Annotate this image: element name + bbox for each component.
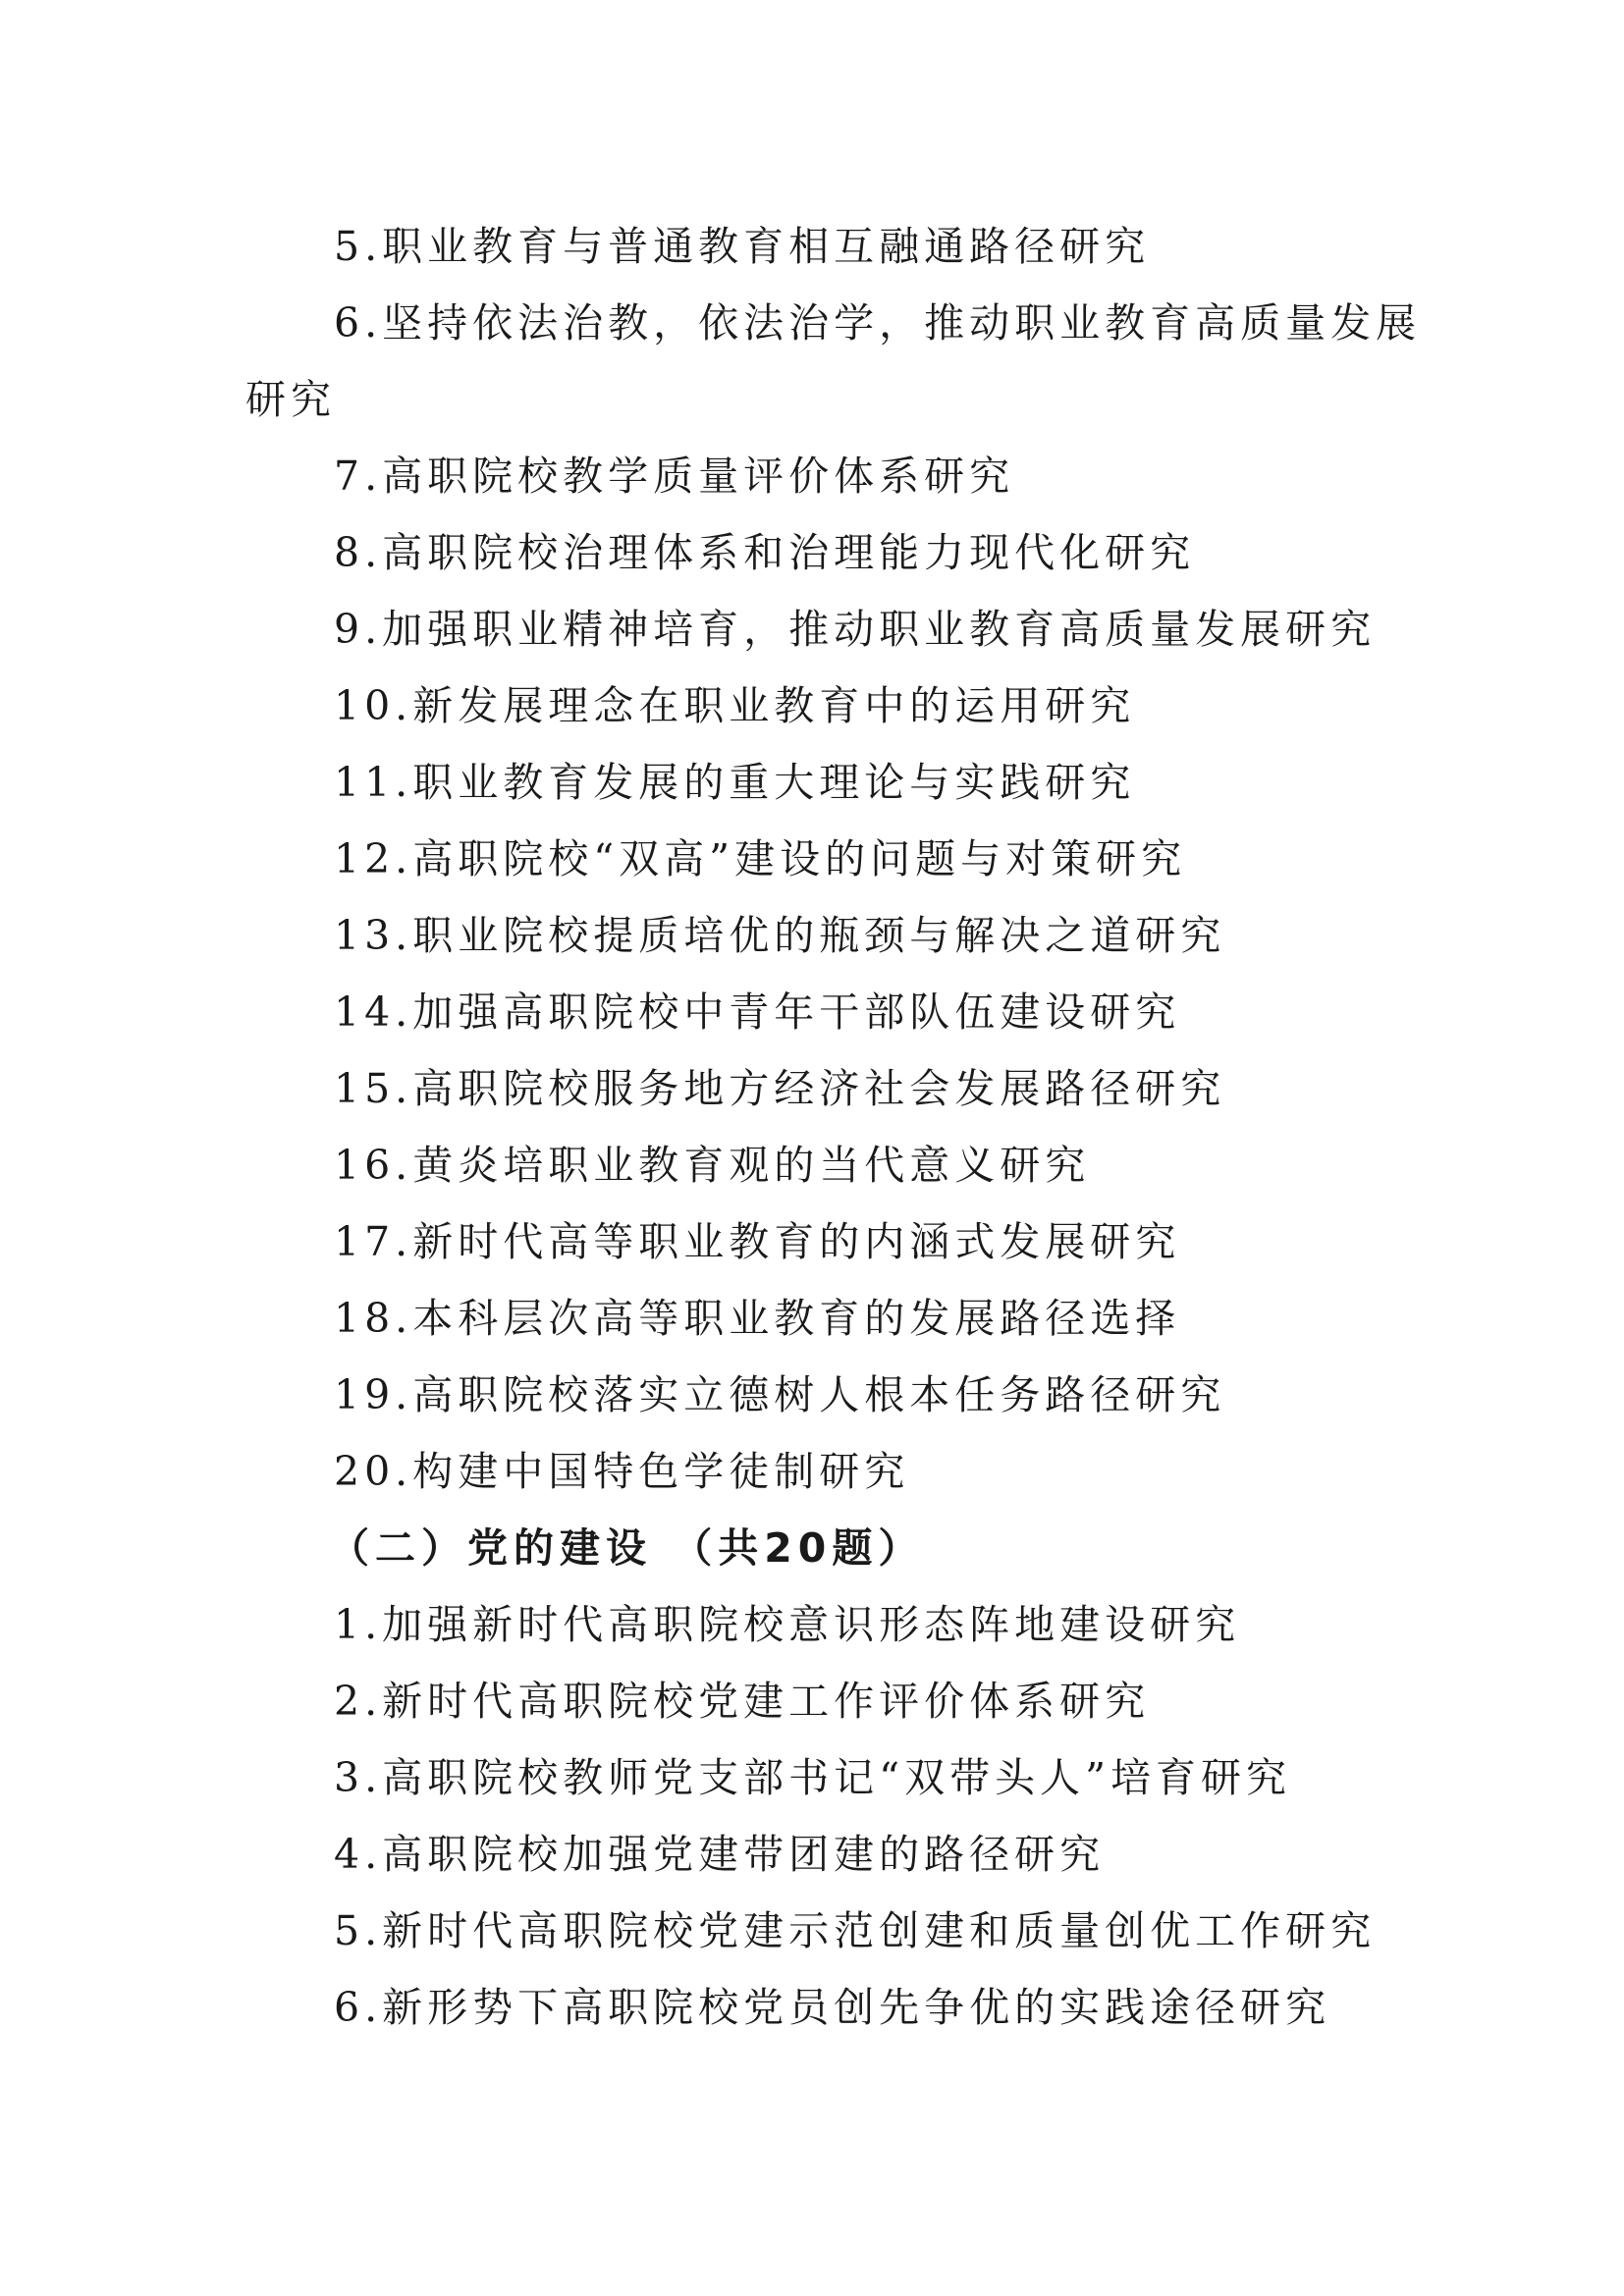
list-item: 5.新时代高职院校党建示范创建和质量创优工作研究 (334, 1907, 1377, 1954)
list-item: 17.新时代高等职业教育的内涵式发展研究 (334, 1218, 1181, 1265)
list-item: 13.职业院校提质培优的瓶颈与解决之道研究 (334, 912, 1226, 959)
list-item: 20.构建中国特色学徒制研究 (334, 1448, 910, 1495)
list-item: 8.高职院校治理体系和治理能力现代化研究 (334, 529, 1196, 576)
list-item: 5.职业教育与普通教育相互融通路径研究 (334, 223, 1151, 270)
list-item: 14.加强高职院校中青年干部队伍建设研究 (334, 988, 1181, 1036)
list-item: 16.黄炎培职业教育观的当代意义研究 (334, 1142, 1091, 1189)
list-item: 3.高职院校教师党支部书记“双带头人”培育研究 (334, 1754, 1292, 1801)
list-item-continuation: 研究 (245, 376, 336, 423)
list-item: 7.高职院校教学质量评价体系研究 (334, 453, 1015, 500)
list-item: 1.加强新时代高职院校意识形态阵地建设研究 (334, 1601, 1241, 1648)
list-item: 4.高职院校加强党建带团建的路径研究 (334, 1831, 1106, 1878)
list-item: 2.新时代高职院校党建工作评价体系研究 (334, 1678, 1151, 1725)
list-item: 11.职业教育发展的重大理论与实践研究 (334, 759, 1136, 806)
list-item: 10.新发展理念在职业教育中的运用研究 (334, 682, 1136, 729)
list-item: 18.本科层次高等职业教育的发展路径选择 (334, 1295, 1181, 1342)
list-item: 19.高职院校落实立德树人根本任务路径研究 (334, 1371, 1226, 1418)
topic-list (245, 208, 1422, 2046)
list-item: 6.坚持依法治教，依法治学，推动职业教育高质量发展 (334, 299, 1422, 347)
list-item: 12.高职院校“双高”建设的问题与对策研究 (334, 835, 1187, 882)
list-item: 9.加强职业精神培育，推动职业教育高质量发展研究 (334, 606, 1377, 653)
section-heading: （二）党的建设 （共20题） (329, 1524, 925, 1572)
list-item: 6.新形势下高职院校党员创先争优的实践途径研究 (334, 1984, 1331, 2031)
list-item: 15.高职院校服务地方经济社会发展路径研究 (334, 1065, 1226, 1112)
